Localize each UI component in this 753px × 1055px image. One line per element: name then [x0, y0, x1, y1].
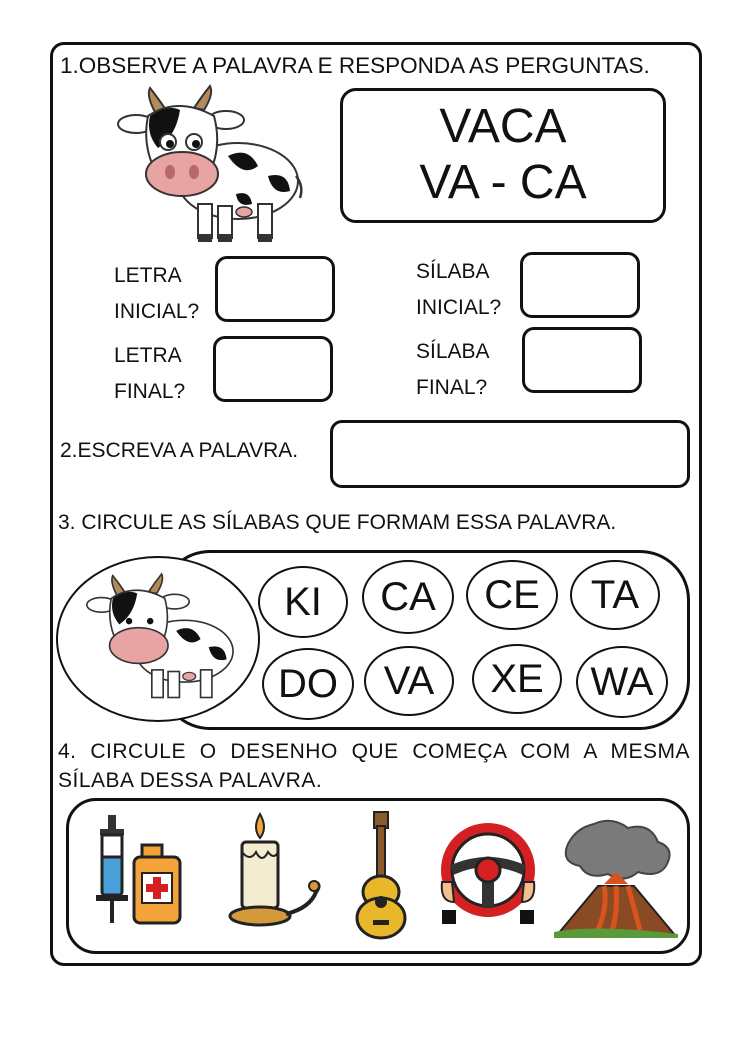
letra-inicial-line-2: INICIAL?: [114, 300, 200, 323]
syllable-oval-va[interactable]: VA: [364, 646, 454, 716]
cow-circle: [56, 556, 260, 722]
syllable-oval-wa[interactable]: WA: [576, 646, 668, 718]
silaba-final-line-2: FINAL?: [416, 376, 488, 399]
syllable-oval-ce[interactable]: CE: [466, 560, 558, 630]
letra-inicial-answer-box[interactable]: [215, 256, 335, 322]
steering-wheel-icon[interactable]: [438, 822, 538, 932]
volcano-icon[interactable]: [554, 820, 678, 938]
word-syllables: VA - CA: [419, 156, 587, 209]
question-4-line-2: SÍLABA DESSA PALAVRA.: [58, 769, 323, 792]
question-2-title: 2.ESCREVA A PALAVRA.: [60, 439, 299, 462]
cow-illustration: [118, 86, 308, 246]
question-4-line-1: 4. CIRCULE O DESENHO QUE COMEÇA COM A MESMA: [58, 740, 690, 763]
question-4-title: [58, 736, 690, 767]
question-3-title: 3. CIRCULE AS SÍLABAS QUE FORMAM ESSA PALAVRA.: [58, 511, 617, 534]
cow-small-illustration: [84, 574, 244, 704]
silaba-final-label: [416, 334, 490, 406]
syllable-oval-ta[interactable]: TA: [570, 560, 660, 630]
letra-inicial-label: [114, 258, 199, 330]
syllable-oval-ki[interactable]: KI: [258, 566, 348, 638]
word-box: [340, 88, 666, 223]
write-word-answer-box[interactable]: [330, 420, 690, 488]
syllable-oval-xe[interactable]: XE: [472, 644, 562, 714]
letra-final-line-1: LETRA: [114, 344, 182, 367]
letra-final-answer-box[interactable]: [213, 336, 333, 402]
silaba-inicial-line-1: SÍLABA: [416, 260, 490, 283]
word: VACA: [439, 100, 567, 153]
silaba-final-line-1: SÍLABA: [416, 340, 490, 363]
syllable-oval-do[interactable]: DO: [262, 648, 354, 720]
question-1-title: 1.OBSERVE A PALAVRA E RESPONDA AS PERGUNTAS.: [60, 53, 650, 78]
silaba-inicial-line-2: INICIAL?: [416, 296, 502, 319]
vaccine-icon[interactable]: [90, 815, 190, 927]
letra-final-line-2: FINAL?: [114, 380, 186, 403]
letra-inicial-line-1: LETRA: [114, 264, 182, 287]
silaba-inicial-answer-box[interactable]: [520, 252, 640, 318]
silaba-final-answer-box[interactable]: [522, 327, 642, 393]
syllable-oval-ca[interactable]: CA: [362, 560, 454, 634]
candle-icon[interactable]: [226, 812, 326, 930]
silaba-inicial-label: [416, 254, 501, 326]
letra-final-label: [114, 338, 185, 410]
guitar-icon[interactable]: [352, 812, 412, 940]
